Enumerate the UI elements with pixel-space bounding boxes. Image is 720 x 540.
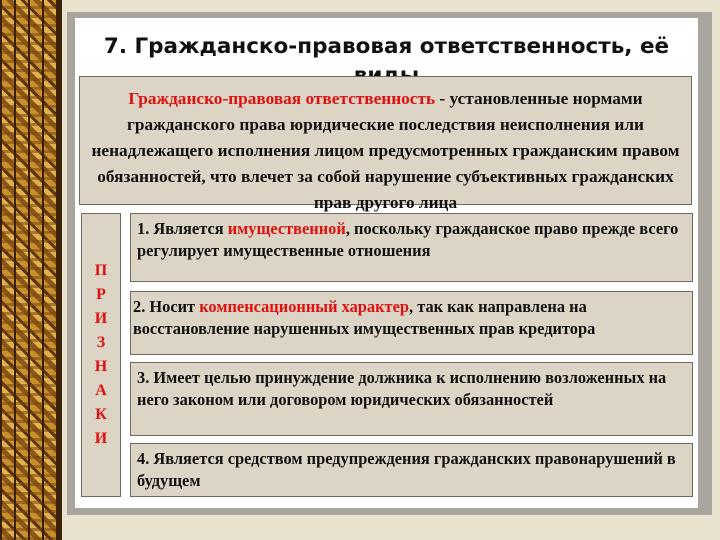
side-letter: И [94, 430, 108, 447]
feature-highlight: имущественной [227, 219, 346, 238]
decorative-left-strip [0, 0, 58, 540]
side-letter: Р [96, 286, 106, 303]
features-side-label [81, 213, 121, 497]
feature-text: 3. Имеет целью принуждение должника к исполнению возложенных на него законом или договором юридических обязанностей [137, 368, 667, 409]
definition-term: Гражданско-правовая ответственность [128, 89, 436, 108]
slide-content [75, 18, 698, 508]
feature-text: 4. Является средством предупреждения гражданских правонарушений в будущем [137, 449, 676, 490]
feature-item-2 [130, 291, 693, 355]
feature-text: , так как направлена на восстановление нарушенных имущественных прав кредитора [133, 297, 596, 338]
feature-text: 2. Носит [133, 297, 200, 316]
side-letter: Н [94, 358, 108, 375]
definition-text: - установленные нормами гражданского права юридические последствия неисполнения или ненадлежащего исполнения лицом предусмотренных гражданским правом обязанностей, что влечет за собой нарушение субъективных гражданских прав другого лица [91, 89, 680, 212]
side-letter: А [95, 382, 107, 399]
side-letter: П [94, 262, 108, 279]
slide-frame [67, 12, 712, 515]
side-letter: З [96, 334, 106, 351]
feature-text: , поскольку гражданское право прежде всего регулирует имущественные отношения [137, 219, 679, 260]
feature-text: 1. Является [137, 219, 228, 238]
feature-item-4 [130, 443, 693, 497]
definition-box [79, 76, 692, 212]
side-letter: И [94, 310, 108, 327]
feature-item-3 [130, 362, 693, 436]
side-letter: К [95, 406, 107, 423]
strip-divider [58, 0, 62, 540]
slide-title: 7. Гражданско-правовая ответственность, её [103, 34, 670, 59]
feature-highlight: компенсационный характер [199, 297, 409, 316]
feature-item-1 [130, 213, 693, 282]
